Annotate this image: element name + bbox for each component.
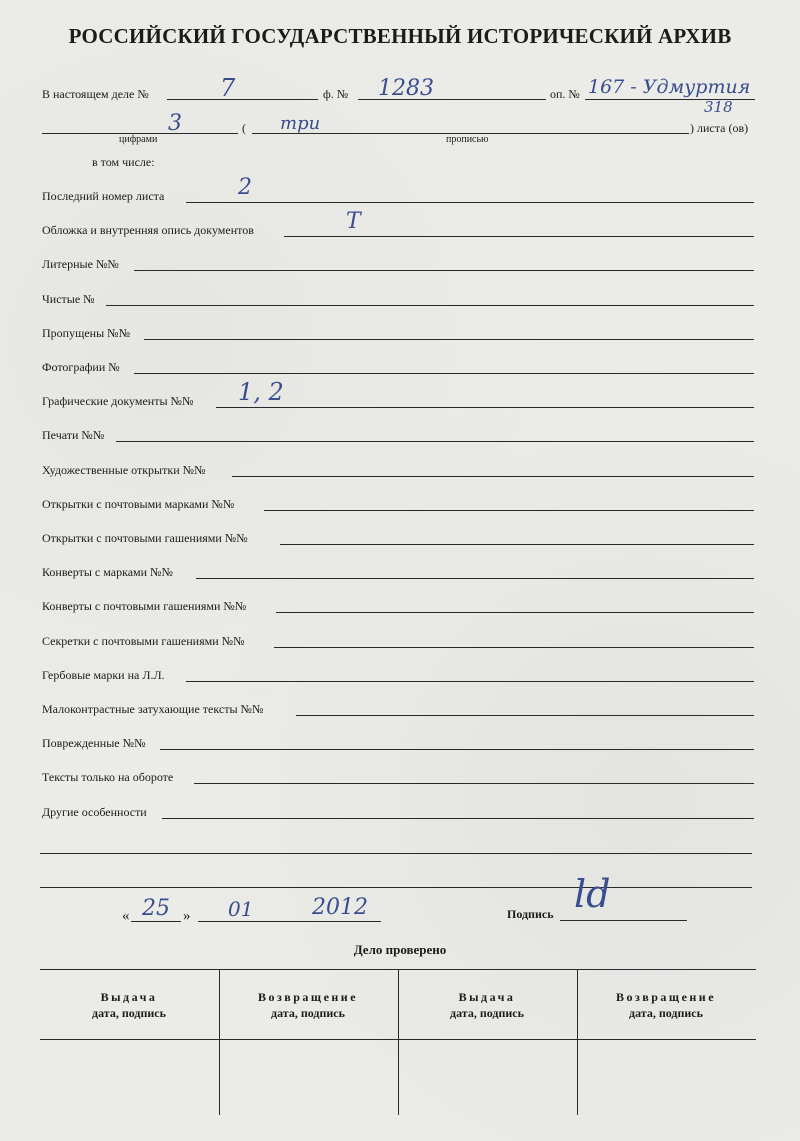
field-label: Малоконтрастные затухающие тексты №№ bbox=[42, 702, 264, 716]
field-value[interactable]: 1, 2 bbox=[238, 378, 284, 406]
field-label: Секретки с почтовыми гашениями №№ bbox=[42, 634, 245, 648]
field-label: Чистые № bbox=[42, 292, 95, 306]
extra-line-2 bbox=[40, 887, 752, 888]
field-line bbox=[186, 681, 754, 682]
date-day[interactable]: 25 bbox=[142, 896, 170, 921]
date-month-year-line bbox=[198, 921, 381, 922]
case-label: В настоящем деле № bbox=[42, 87, 149, 101]
col-4-title: Возвращение bbox=[615, 990, 717, 1004]
field-value[interactable]: 2 bbox=[238, 175, 252, 200]
table-header-col-2 bbox=[219, 989, 397, 1021]
case-line bbox=[167, 99, 318, 100]
case-value[interactable]: 7 bbox=[220, 74, 236, 102]
field-line bbox=[162, 818, 754, 819]
opis-label: оп. № bbox=[550, 87, 580, 101]
page-title: РОССИЙСКИЙ ГОСУДАРСТВЕННЫЙ ИСТОРИЧЕСКИЙ АРХИВ bbox=[68, 24, 732, 48]
col-2-title: Возвращение bbox=[257, 990, 359, 1004]
field-label: Пропущены №№ bbox=[42, 326, 131, 340]
date-month[interactable]: 01 bbox=[228, 897, 254, 921]
propisyu-caption: прописью bbox=[446, 134, 489, 145]
col-2-subtitle: дата, подпись bbox=[271, 1006, 345, 1020]
sheets-suffix: ) листа (ов) bbox=[690, 121, 749, 135]
corner-note: 318 bbox=[704, 98, 733, 116]
sheets-words[interactable]: три bbox=[280, 113, 321, 134]
field-line bbox=[296, 715, 754, 716]
date-close-quote: » bbox=[183, 908, 191, 924]
field-line bbox=[216, 407, 754, 408]
field-label: Открытки с почтовыми гашениями №№ bbox=[42, 531, 248, 545]
checked-title: Дело проверено bbox=[353, 942, 447, 957]
field-line bbox=[232, 476, 754, 477]
field-label: Поврежденные №№ bbox=[42, 736, 146, 750]
field-line bbox=[194, 783, 754, 784]
opis-value[interactable]: 167 - Удмуртия bbox=[588, 76, 751, 98]
paren-open: ( bbox=[242, 121, 246, 135]
col-1-title: Выдача bbox=[100, 990, 158, 1004]
date-open-quote: « bbox=[122, 908, 130, 924]
col-3-title: Выдача bbox=[458, 990, 516, 1004]
field-line bbox=[264, 510, 754, 511]
field-line bbox=[106, 305, 754, 306]
field-label: Обложка и внутренняя опись документов bbox=[42, 223, 254, 237]
field-label: Художественные открытки №№ bbox=[42, 463, 206, 477]
field-line bbox=[196, 578, 754, 579]
checkout-table bbox=[40, 969, 756, 1117]
fond-value[interactable]: 1283 bbox=[378, 76, 434, 101]
ciframi-caption: цифрами bbox=[119, 134, 158, 145]
signature-label: Подпись bbox=[507, 907, 554, 921]
date-year[interactable]: 2012 bbox=[312, 895, 368, 920]
field-label: Тексты только на обороте bbox=[42, 770, 174, 784]
field-label: Конверты с почтовыми гашениями №№ bbox=[42, 599, 247, 613]
col-3-subtitle: дата, подпись bbox=[450, 1006, 524, 1020]
field-label: Гербовые марки на Л.Л. bbox=[42, 668, 165, 682]
field-line bbox=[284, 236, 754, 237]
col-4-subtitle: дата, подпись bbox=[629, 1006, 703, 1020]
field-label: Литерные №№ bbox=[42, 257, 119, 271]
signature-line bbox=[560, 920, 687, 921]
field-line bbox=[274, 647, 754, 648]
field-label: Последний номер листа bbox=[42, 189, 165, 203]
field-line bbox=[144, 339, 754, 340]
field-line bbox=[160, 749, 754, 750]
field-label: Открытки с почтовыми марками №№ bbox=[42, 497, 235, 511]
field-label: Другие особенности bbox=[42, 805, 147, 819]
field-line bbox=[280, 544, 754, 545]
field-line bbox=[134, 373, 754, 374]
extra-line-1 bbox=[40, 853, 752, 854]
table-header-col-1 bbox=[40, 989, 218, 1021]
table-header-col-4 bbox=[577, 989, 755, 1021]
field-value[interactable]: Т bbox=[346, 209, 361, 234]
field-label: Фотографии № bbox=[42, 360, 120, 374]
field-label: Графические документы №№ bbox=[42, 394, 194, 408]
field-line bbox=[276, 612, 754, 613]
col-1-subtitle: дата, подпись bbox=[92, 1006, 166, 1020]
sheets-number[interactable]: 3 bbox=[168, 111, 182, 136]
field-line bbox=[134, 270, 754, 271]
field-line bbox=[186, 202, 754, 203]
table-header-col-3 bbox=[398, 989, 576, 1021]
date-day-line bbox=[131, 921, 181, 922]
fond-label: ф. № bbox=[323, 87, 349, 101]
signature-value[interactable]: ld bbox=[574, 872, 611, 916]
v-tom-chisle: в том числе: bbox=[92, 155, 155, 169]
field-label: Печати №№ bbox=[42, 428, 105, 442]
field-line bbox=[116, 441, 754, 442]
field-label: Конверты с марками №№ bbox=[42, 565, 173, 579]
